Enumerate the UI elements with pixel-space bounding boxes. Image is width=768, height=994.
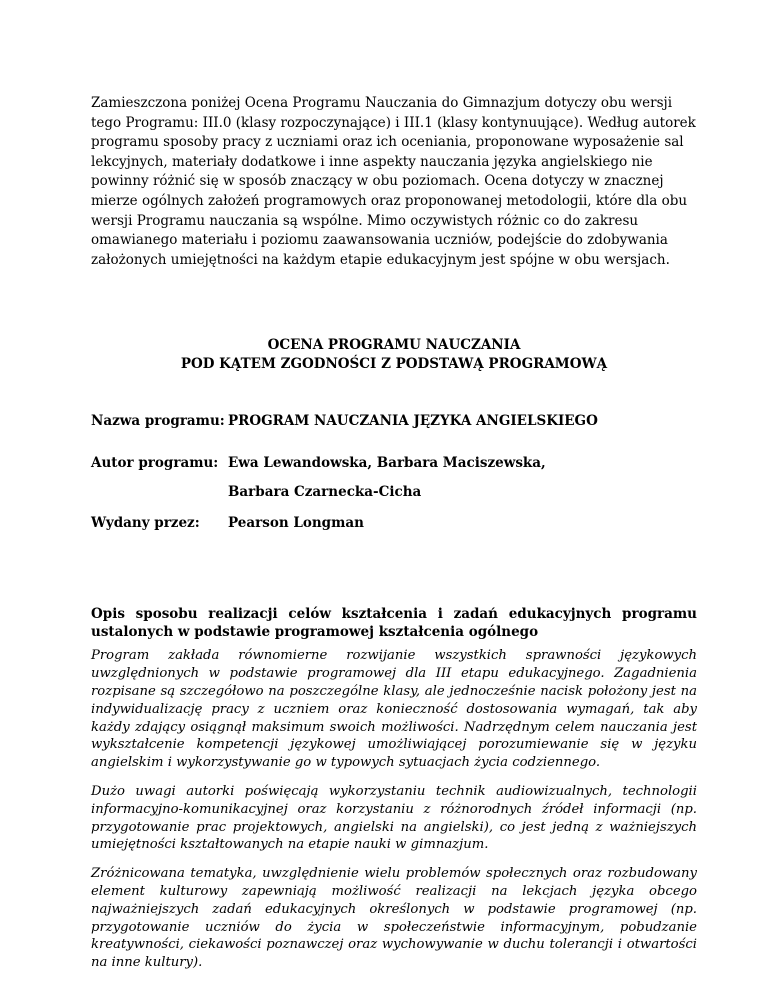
- program-info: [91, 412, 697, 533]
- section-title-line-2: ustalonych w podstawie programowej kształcenia ogólnego: [91, 624, 539, 641]
- program-publisher-value: Pearson Longman: [228, 515, 364, 532]
- heading-line-2: POD KĄTEM ZGODNOŚCI Z PODSTAWĄ PROGRAMOWĄ: [180, 356, 608, 373]
- program-author-label: Autor programu:: [91, 455, 219, 472]
- document-page: [91, 94, 697, 972]
- program-name-row: [91, 412, 697, 431]
- section-paragraph-2: Dużo uwagi autorki poświęcają wykorzystaniu technik audiowizualnych, technologii informacyjno-komunikacyjnej oraz korzystaniu z różnorodnych źródeł informacji (np. przygotowanie prac projektowych, angielski na angielski), co jest jedną z ważniejszych umiejętności kształtowanych na etapie nauki w gimnazjum.: [91, 783, 697, 853]
- program-author-row: [91, 454, 697, 473]
- section-title: [91, 605, 697, 641]
- section-title-line-1: Opis sposobu realizacji celów kształcenia i zadań edukacyjnych programu: [91, 606, 697, 623]
- document-heading: [91, 336, 697, 374]
- program-name-value: PROGRAM NAUCZANIA JĘZYKA ANGIELSKIEGO: [228, 413, 598, 430]
- section-paragraph-3: Zróżnicowana tematyka, uwzględnienie wielu problemów społecznych oraz rozbudowany element kulturowy zapewniają możliwość realizacji na lekcjach języka obcego najważniejszych zadań edukacyjnych określonych w podstawie programowej (np. przygotowanie uczniów do życia w społeczeństwie informacyjnym, pobudzanie kreatywności, ciekawości poznawczej oraz wychowywanie w duchu tolerancji i otwartości na inne kultury).: [91, 866, 697, 971]
- program-author-value-1: Ewa Lewandowska, Barbara Maciszewska,: [228, 455, 546, 472]
- program-name-label: Nazwa programu:: [91, 413, 225, 430]
- section-paragraph-1: Program zakłada równomierne rozwijanie wszystkich sprawności językowych uwzględnionych w podstawie programowej dla III etapu edukacyjnego. Zagadnienia rozpisane są szczegółowo na poszczególne klasy, ale jednocześnie nacisk położony jest na indywidualizację pracy z uczniem oraz konieczność dostosowania wymagań, tak aby każdy zdający osiągnął maksimum swoich możliwości. Nadrzędnym celem nauczania jest wykształcenie kompetencji językowej umożliwiającej porozumiewanie się w języku angielskim i wykorzystywanie go w typowych sytuacjach życia codziennego.: [91, 648, 697, 771]
- program-author-row-2: [91, 483, 697, 502]
- heading-line-1: OCENA PROGRAMU NAUCZANIA: [267, 337, 521, 354]
- program-author-value-2: Barbara Czarnecka-Cicha: [228, 484, 422, 501]
- intro-paragraph: Zamieszczona poniżej Ocena Programu Nauczania do Gimnazjum dotyczy obu wersji tego Programu: III.0 (klasy rozpoczynające) i III.1 (klasy kontynuujące). Według autorek programu sposoby pracy z uczniami oraz ich oceniania, proponowane wyposażenie sal lekcyjnych, materiały dodatkowe i inne aspekty nauczania języka angielskiego nie powinny różnić się w sposób znaczący w obu poziomach. Ocena dotyczy w znacznej mierze ogólnych założeń programowych oraz proponowanej metodologii, które dla obu wersji Programu nauczania są wspólne. Mimo oczywistych różnic co do zakresu omawianego materiału i poziomu zaawansowania uczniów, podejście do zdobywania założonych umiejętności na każdym etapie edukacyjnym jest spójne w obu wersjach.: [91, 95, 696, 268]
- program-publisher-label: Wydany przez:: [91, 515, 200, 532]
- program-publisher-row: [91, 514, 697, 533]
